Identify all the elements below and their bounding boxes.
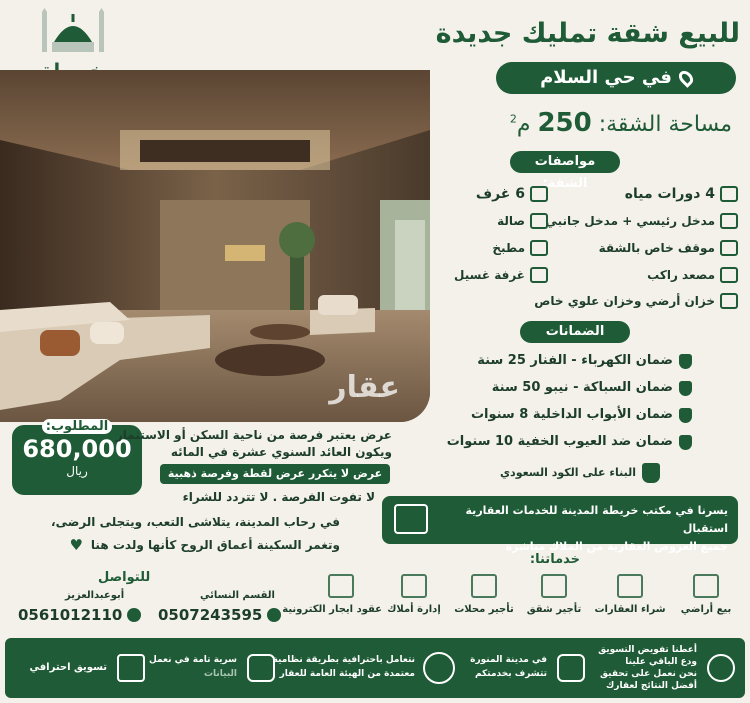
footer-pro-1: نتعامل باحترافية بطريقة نظامية xyxy=(272,655,415,665)
price-label: المطلوب: xyxy=(42,419,112,434)
area-label: مساحة الشقة: xyxy=(598,112,732,137)
warranties-title: الضمانات xyxy=(520,321,630,343)
spec-rooms: 6 غرف xyxy=(476,183,548,205)
saudi-code: البناء على الكود السعودي xyxy=(500,462,660,484)
target-icon xyxy=(707,654,735,682)
women-phone[interactable]: 0507243595 xyxy=(158,606,281,624)
visit-line-1: يسرنا في مكتب خريطة المدينة للخدمات العقارية استقبال xyxy=(465,504,728,535)
washing-machine-icon xyxy=(530,267,548,283)
warranty-item: ضمان ضد العيوب الخفية 10 سنوات xyxy=(447,431,692,453)
area-unit-sup: 2 xyxy=(509,112,517,126)
spec-elevator: مصعد راكب xyxy=(647,264,738,286)
footer-madinah-1: في مدينة المنورة xyxy=(470,655,547,665)
spec-parking: موقف خاص بالشقة xyxy=(599,237,738,259)
poem-line-2: وتغمر السكينة أعماق الروح كأنها ولدت هنا ♥ xyxy=(69,536,340,554)
authority-seal-icon xyxy=(423,652,455,684)
service-rent-shops: تأجير محلات xyxy=(448,574,520,615)
footer-privacy-1: سرية تامة في نعمل xyxy=(148,655,237,665)
service-sell-land: بيع أراضي xyxy=(670,574,742,615)
toilet-icon xyxy=(720,186,738,202)
service-rent-apartments: تأجير شقق xyxy=(518,574,590,615)
footer-goal-3: نحن نعمل على تحقيق xyxy=(600,669,697,679)
specs-title: مواصفات الشقة: xyxy=(510,151,620,173)
person-phone[interactable]: 0561012110 xyxy=(18,606,141,624)
warranty-item: ضمان الكهرباء - الفنار 25 سنة xyxy=(477,350,692,372)
spec-bathrooms: 4 دورات مياه xyxy=(625,183,738,205)
offer-highlight: عرض لا يتكرر عرض لقطة وفرصة ذهبية xyxy=(160,464,390,484)
spec-water-tanks: خزان أرضي وخزان علوي خاص xyxy=(534,290,738,312)
spec-hall: صالة xyxy=(497,210,548,232)
watermark: عقار xyxy=(329,370,400,405)
price-currency: ريال xyxy=(66,464,88,478)
women-section-label: القسم النسائي xyxy=(200,590,275,601)
poem-line-1: في رحاب المدينة، يتلاشى التعب، ويتجلى الرضى، xyxy=(51,515,340,529)
footer-pro-2: معتمدة من الهيئة العامة للعقار xyxy=(279,669,415,679)
service-buy-property: شراء العقارات xyxy=(594,574,666,615)
apartment-icon xyxy=(541,574,567,598)
area-unit: م xyxy=(516,112,531,137)
area-info xyxy=(432,108,732,138)
footer-goal-1: أعطنا تفويض التسويق xyxy=(598,645,697,655)
spec-laundry: غرفة غسيل xyxy=(454,264,548,286)
shield-icon xyxy=(679,381,692,396)
visit-line-2: جميع العروض العقارية من الملاك مباشرة xyxy=(505,540,728,553)
footer-privacy-2: البيانات xyxy=(204,669,237,679)
mosque-icon xyxy=(38,8,108,56)
shop-icon xyxy=(471,574,497,598)
footer-goal-4: أفضل النتائج لعقارك xyxy=(606,681,697,691)
contact-person-label: أبوعبدالعزيز xyxy=(65,590,125,601)
spec-entrances: مدخل رئيسي + مدخل جانبي xyxy=(545,210,738,232)
lock-icon xyxy=(247,654,275,682)
tank-icon xyxy=(720,293,738,309)
price-value: 680,000 xyxy=(22,435,132,463)
footer-goal-2: ودع الباقي علينا xyxy=(625,657,697,667)
visit-banner xyxy=(382,496,738,553)
warranty-item: ضمان الأبواب الداخلية 8 سنوات xyxy=(471,404,692,426)
contact-title: للتواصل xyxy=(98,570,151,585)
footer-bar xyxy=(5,638,745,698)
offer-line-3: لا تفوت الفرصة . لا تتردد للشراء xyxy=(182,490,375,504)
phone-icon xyxy=(127,608,141,622)
elevator-icon xyxy=(720,267,738,283)
location-badge xyxy=(496,62,736,94)
kitchen-icon xyxy=(530,240,548,256)
house-search-icon xyxy=(401,574,427,598)
area-value: 250 xyxy=(537,108,592,138)
land-icon xyxy=(693,574,719,598)
offer-line-2: ويكون العائد السنوي عشرة في المائه xyxy=(170,445,392,459)
phone-icon xyxy=(267,608,281,622)
handshake-icon xyxy=(557,654,585,682)
shield-icon xyxy=(679,435,692,450)
shield-icon xyxy=(679,354,692,369)
service-property-management: إدارة أملاك xyxy=(378,574,450,615)
service-e-lease: عقود ايجار الكترونية xyxy=(300,574,382,615)
footer-madinah-2: تتشرف بخدمتكم xyxy=(475,669,547,679)
spec-kitchen: مطبخ xyxy=(492,237,548,259)
listing-title: للبيع شقة تمليك جديدة xyxy=(435,18,740,49)
warranty-item: ضمان السباكة - نيبو 50 سنة xyxy=(492,377,692,399)
door-icon xyxy=(720,213,738,229)
heart-icon: ♥ xyxy=(69,536,83,554)
offer-line-1: عرض يعتبر فرصة من ناحية السكن أو الاستثمار xyxy=(115,428,392,442)
apartment-living-room-photo xyxy=(0,70,430,422)
sofa-icon xyxy=(530,213,548,229)
house-handshake-icon xyxy=(394,504,428,534)
building-icon xyxy=(617,574,643,598)
bed-icon xyxy=(530,186,548,202)
shield-icon xyxy=(679,408,692,423)
services-title: خدماتنا: xyxy=(529,552,580,567)
location-text: في حي السلام xyxy=(540,67,672,88)
car-icon xyxy=(720,240,738,256)
contract-icon xyxy=(328,574,354,598)
growth-chart-icon xyxy=(117,654,145,682)
map-pin-icon xyxy=(676,68,696,88)
footer-marketing: تسويق احترافي xyxy=(29,662,107,673)
check-shield-icon xyxy=(642,463,660,483)
